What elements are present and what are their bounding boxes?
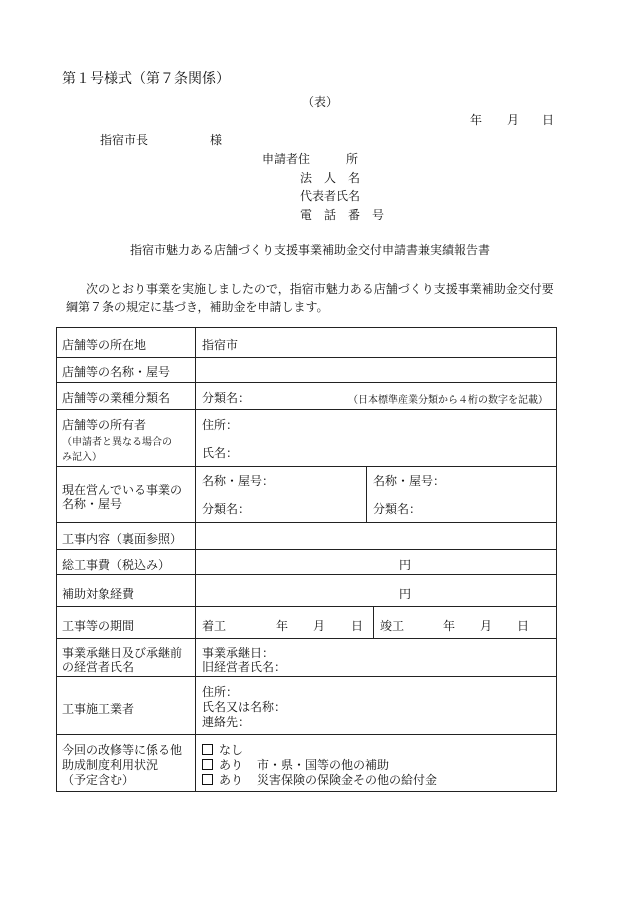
industry-field[interactable]: 分類名： [202,391,251,405]
previous-manager-field[interactable]: 旧経営者氏名： [202,660,287,674]
owner-label: 店舗等の所有者 [62,418,147,432]
applicant-corporation-label: 法 人 名 [300,171,361,185]
start-label: 着工 [202,619,227,633]
option-none-label: なし [219,743,244,757]
option-insurance-desc: 災害保険の保険金その他の給付金 [257,773,438,787]
other-subsidy-label-2: 助成制度利用状況 [62,758,159,772]
checkbox-none[interactable] [202,744,213,755]
location-label: 店舗等の所在地 [62,338,147,352]
end-month: 月 [480,619,493,633]
current-name-field-b[interactable]: 名称・屋号： [373,474,446,488]
applicant-representative-label: 代表者氏名 [300,189,361,203]
end-year: 年 [443,619,456,633]
owner-note-2: み記入） [62,452,102,463]
owner-note-1: （申請者と異なる場合の [62,437,172,448]
other-subsidy-label-3: （予定含む） [62,773,135,787]
applicant-phone-label: 電 話 番 号 [300,208,385,222]
contractor-contact-field[interactable]: 連絡先： [202,715,251,729]
industry-label: 店舗等の業種分類名 [62,391,171,405]
document-title: 指宿市魅力ある店舗づくり支援事業補助金交付申請書兼実績報告書 [130,243,491,257]
owner-address-field[interactable]: 住所： [202,418,239,432]
current-class-field-a[interactable]: 分類名： [202,502,251,516]
start-month: 月 [313,619,326,633]
current-class-field-b[interactable]: 分類名： [373,502,422,516]
subsidy-cost-unit: 円 [399,587,412,601]
side-indicator: （表） [302,95,339,109]
store-name-label: 店舗等の名称・屋号 [62,365,171,379]
succession-label-1: 事業承継日及び承継前 [62,646,183,660]
other-subsidy-label-1: 今回の改修等に係る他 [62,743,183,757]
checkbox-other-grant[interactable] [202,759,213,770]
option-other-grant-yes: あり [219,758,244,772]
start-day: 日 [351,619,364,633]
work-content-label: 工事内容（裏面参照） [62,532,183,546]
intro-line-2: 綱第７条の規定に基づき，補助金を申請します。 [66,300,329,314]
addressee: 指宿市長 [100,133,149,147]
date-month-label: 月 [507,113,520,127]
intro-line-1: 次のとおり事業を実施しましたので，指宿市魅力ある店舗づくり支援事業補助金交付要 [86,282,554,296]
contractor-name-field[interactable]: 氏名又は名称： [202,700,287,714]
current-name-field-a[interactable]: 名称・屋号： [202,474,275,488]
end-day: 日 [517,619,530,633]
succession-date-field[interactable]: 事業承継日： [202,646,275,660]
addressee-honorific: 様 [210,133,223,147]
industry-note: （日本標準産業分類から４桁の数字を記載） [348,395,548,406]
option-insurance[interactable] [202,771,437,788]
contractor-address-field[interactable]: 住所： [202,685,239,699]
checkbox-insurance[interactable] [202,774,213,785]
succession-label-2: の経営者氏名 [62,660,135,674]
date-day-label: 日 [542,113,555,127]
option-other-grant-desc: 市・県・国等の他の補助 [257,758,390,772]
total-cost-unit: 円 [399,558,412,572]
current-business-label-1: 現在営んでいる事業の [62,483,183,497]
end-label: 竣工 [380,619,405,633]
contractor-label: 工事施工業者 [62,702,135,716]
owner-name-field[interactable]: 氏名： [202,446,239,460]
current-business-label-2: 名称・屋号 [62,497,123,511]
start-year: 年 [276,619,289,633]
form-number: 第１号様式（第７条関係） [62,71,230,87]
applicant-address-label: 申請者住 所 [262,152,359,166]
total-cost-label: 総工事費（税込み） [62,558,171,572]
date-year-label: 年 [470,113,483,127]
subsidy-cost-label: 補助対象経費 [62,587,135,601]
period-label: 工事等の期間 [62,619,135,633]
location-value[interactable]: 指宿市 [202,338,239,352]
option-insurance-yes: あり [219,773,244,787]
